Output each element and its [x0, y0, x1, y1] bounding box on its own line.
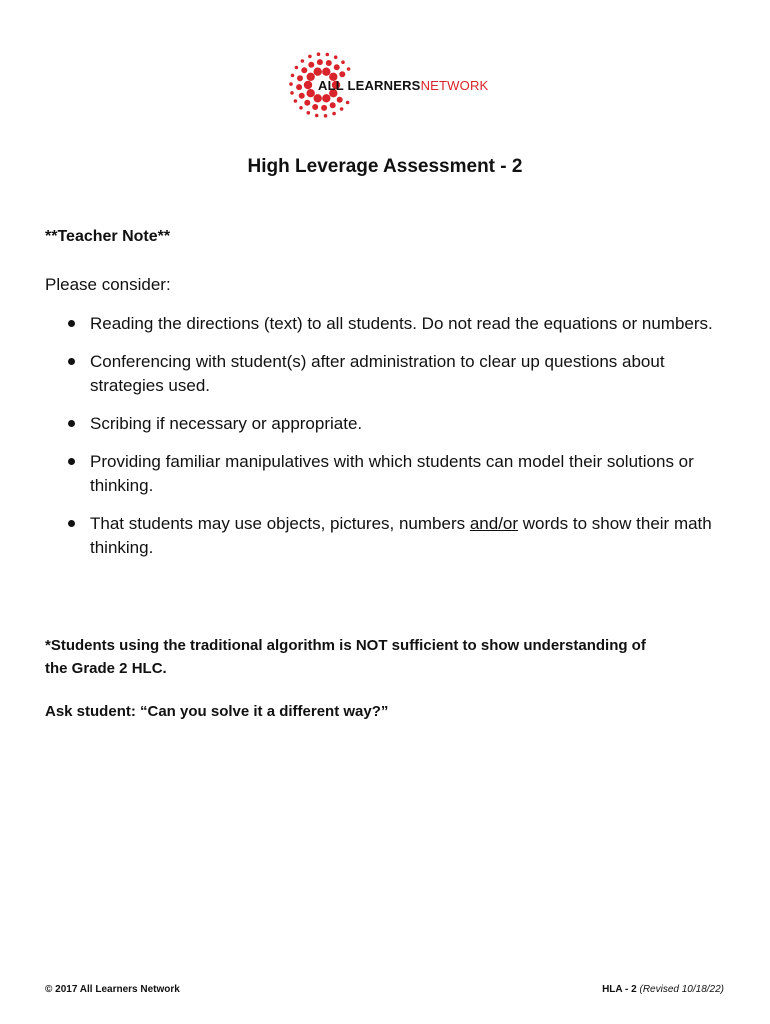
footer-copyright: © 2017 All Learners Network: [45, 984, 180, 995]
bullet-icon: [68, 420, 75, 427]
bullet-icon: [68, 458, 75, 465]
list-item: [68, 350, 738, 398]
list-item-text: Conferencing with student(s) after administration to clear up questions about strategies used.: [90, 352, 665, 395]
footer-page-code: [602, 984, 724, 995]
page-title: High Leverage Assessment - 2: [247, 156, 523, 177]
logo-wordmark: [318, 78, 488, 93]
consider-label: Please consider:: [45, 275, 171, 294]
consideration-list: [68, 312, 738, 574]
list-item-text: Scribing if necessary or appropriate.: [90, 414, 363, 433]
bullet-icon: [68, 358, 75, 365]
list-item-text: Reading the directions (text) to all students. Do not read the equations or numbers.: [90, 314, 713, 333]
list-item: [68, 450, 738, 498]
algorithm-warning: *Students using the traditional algorithm is NOT sufficient to show understanding of the Grade 2 HLC.: [45, 637, 646, 677]
list-item-text: Providing familiar manipulatives with which students can model their solutions or thinking.: [90, 452, 694, 495]
bullet-icon: [68, 520, 75, 527]
list-item-text-before: That students may use objects, pictures, numbers: [90, 514, 470, 533]
list-item-underlined: and/or: [469, 514, 519, 533]
list-item-text-after: words to show their math thinking.: [90, 514, 712, 557]
ask-student-prompt: Ask student: “Can you solve it a different way?”: [45, 703, 389, 720]
teacher-note-heading: **Teacher Note**: [45, 228, 171, 245]
list-item: [68, 312, 738, 336]
list-item: [68, 512, 738, 560]
bullet-icon: [68, 320, 75, 327]
logo: [288, 48, 498, 122]
footer-revised: (Revised 10/18/22): [639, 984, 724, 995]
list-item: [68, 412, 738, 436]
logo-text-light: NETWORK: [420, 78, 489, 93]
footer-code: HLA - 2: [602, 984, 637, 995]
logo-text-bold: ALL LEARNERS: [318, 78, 421, 93]
